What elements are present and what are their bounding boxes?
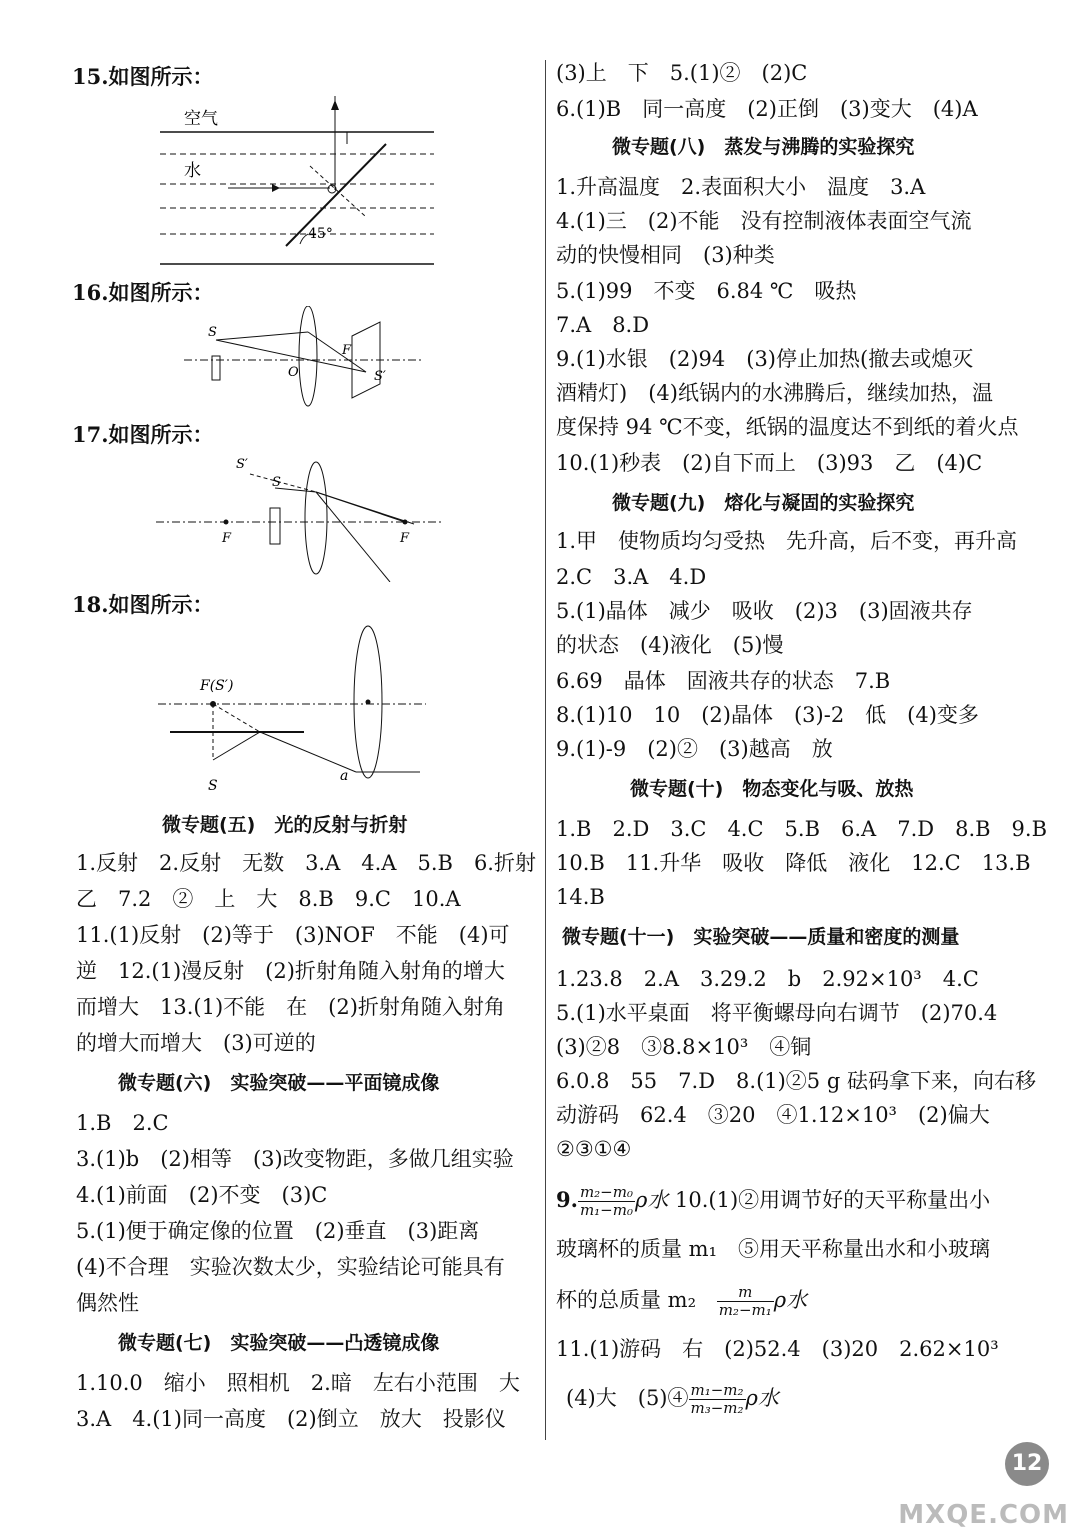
sec8-line-4: 5.(1)99 不变 6.84 ℃ 吸热: [556, 279, 857, 303]
q9-numerator: m₂−m₀: [579, 1183, 633, 1201]
sec5-line-5: 而增大 13.(1)不能 在 (2)折射角随入射角: [76, 995, 505, 1019]
water-label: 水: [184, 161, 201, 181]
sec11-line-3: (3)②8 ③8.8×10³ ④铜: [556, 1035, 812, 1059]
q11-rho: ρ水: [745, 1386, 779, 1410]
sec7-line-1: 1.10.0 缩小 照相机 2.暗 左右小范围 大: [76, 1371, 520, 1395]
sec9-line-1: 1.甲 使物质均匀受热 先升高，后不变，再升高: [556, 529, 1018, 553]
sec10-title: 微专题(十) 物态变化与吸、放热: [630, 778, 914, 800]
sec8-line-9: 10.(1)秒表 (2)自下而上 (3)93 乙 (4)C: [556, 451, 983, 475]
sec5-line-6: 的增大而增大 (3)可逆的: [76, 1031, 316, 1055]
sec8-line-8: 度保持 94 ℃不变，纸锅的温度达不到纸的着火点: [556, 415, 1019, 439]
q9-fraction: [578, 1184, 635, 1219]
figure-16: [180, 306, 430, 416]
a-label: a: [340, 768, 349, 784]
sec10-line-2: 10.B 11.升华 吸收 降低 液化 12.C 13.B: [556, 851, 1031, 875]
f-right-label: F: [400, 531, 410, 546]
sec8-line-5: 7.A 8.D: [556, 313, 650, 337]
o-label: O: [288, 365, 299, 380]
figure-18: [150, 620, 430, 800]
sec5-line-2: 乙 7.2 ② 上 大 8.B 9.C 10.A: [76, 887, 461, 911]
q11-numerator: m₁−m₂: [690, 1381, 744, 1399]
sec7-title: 微专题(七) 实验突破——凸透镜成像: [118, 1332, 440, 1354]
sec11-line-4: 6.0.8 55 7.D 8.(1)②5 g 砝码拿下来，向右移: [556, 1069, 1036, 1093]
q11-line-1: 11.(1)游码 右 (2)52.4 (3)20 2.62×10³: [556, 1337, 999, 1361]
sec5-title: 微专题(五) 光的反射与折射: [162, 814, 408, 836]
s-label: S: [272, 475, 281, 490]
q10-numerator: m: [717, 1284, 774, 1302]
right-top-line-2: 6.(1)B 同一高度 (2)正倒 (3)变大 (4)A: [556, 97, 978, 121]
fs-label: F(S′): [200, 678, 234, 694]
sec11-line-6: ②③①④: [556, 1137, 632, 1161]
q10-line-2: 玻璃杯的质量 m₁ ⑤用天平称量出水和小玻璃: [556, 1237, 991, 1261]
sec6-line-3: 4.(1)前面 (2)不变 (3)C: [76, 1183, 328, 1207]
sec6-line-6: 偶然性: [76, 1291, 139, 1315]
q9-rho: ρ水: [634, 1188, 669, 1212]
figure-17: [150, 452, 450, 582]
sec5-line-1: 1.反射 2.反射 无数 3.A 4.A 5.B 6.折射: [76, 851, 536, 875]
q16-label: 16.如图所示：: [72, 280, 214, 305]
q10-line-3: 杯的总质量 m₂: [556, 1288, 697, 1312]
sec11-line-5: 动游码 62.4 ③20 ④1.12×10³ (2)偏大: [556, 1103, 990, 1127]
s-label: S: [208, 325, 217, 340]
q11-fraction: [689, 1382, 746, 1417]
q9-denominator: m₁−m₀: [579, 1201, 633, 1219]
q17-label: 17.如图所示：: [72, 422, 214, 447]
q11-row-2: [566, 1376, 779, 1420]
page-number: 12: [1005, 1442, 1049, 1486]
sec8-title: 微专题(八) 蒸发与沸腾的实验探究: [612, 136, 915, 158]
sec8-line-1: 1.升高温度 2.表面积大小 温度 3.A: [556, 175, 926, 199]
sec5-line-3: 11.(1)反射 (2)等于 (3)NOF 不能 (4)可: [76, 923, 510, 947]
sec6-line-5: (4)不合理 实验次数太少，实验结论可能具有: [76, 1255, 505, 1279]
right-top-line-1: (3)上 下 5.(1)② (2)C: [556, 61, 808, 85]
sec11-line-1: 1.23.8 2.A 3.29.2 b 2.92×10³ 4.C: [556, 967, 979, 991]
sec11-line-2: 5.(1)水平桌面 将平衡螺母向右调节 (2)70.4: [556, 1001, 998, 1025]
f-left-label: F: [222, 531, 232, 546]
watermark: MXQE.COM: [898, 1500, 1069, 1530]
sec6-line-4: 5.(1)便于确定像的位置 (2)垂直 (3)距离: [76, 1219, 480, 1243]
sec9-line-7: 9.(1)-9 (2)② (3)越高 放: [556, 737, 833, 761]
sec10-line-1: 1.B 2.D 3.C 4.C 5.B 6.A 7.D 8.B 9.B: [556, 817, 1048, 841]
q9-prefix: 9.: [556, 1187, 578, 1212]
sec9-line-5: 6.69 晶体 固液共存的状态 7.B: [556, 669, 891, 693]
sec9-line-4: 的状态 (4)液化 (5)慢: [556, 633, 784, 657]
sec9-line-2: 2.C 3.A 4.D: [556, 565, 707, 589]
sec8-line-7: 酒精灯) (4)纸锅内的水沸腾后，继续加热，温: [556, 381, 993, 405]
q10-rho: ρ水: [773, 1288, 808, 1312]
sec6-line-2: 3.(1)b (2)相等 (3)改变物距，多做几组实验: [76, 1147, 514, 1171]
sec9-line-3: 5.(1)晶体 减少 吸收 (2)3 (3)固液共存: [556, 599, 973, 623]
sec6-title: 微专题(六) 实验突破——平面镜成像: [118, 1072, 440, 1094]
angle-label: 45°: [308, 226, 333, 242]
s-image-label: S′: [374, 369, 386, 384]
sec5-line-4: 逆 12.(1)漫反射 (2)折射角随入射角的增大: [76, 959, 505, 983]
air-label: 空气: [184, 109, 218, 129]
sec6-line-1: 1.B 2.C: [76, 1111, 169, 1135]
f-label: F: [342, 343, 352, 358]
sec8-line-3: 动的快慢相同 (3)种类: [556, 243, 775, 267]
s-label: S: [208, 778, 218, 794]
q10-denominator: m₂−m₁: [718, 1301, 772, 1319]
sec8-line-2: 4.(1)三 (2)不能 没有控制液体表面空气流: [556, 209, 972, 233]
q9-row: [556, 1180, 990, 1220]
sec9-line-6: 8.(1)10 10 (2)晶体 (3)-2 低 (4)变多: [556, 703, 979, 727]
sec10-line-3: 14.B: [556, 885, 605, 909]
q15-label: 15.如图所示：: [72, 64, 214, 89]
sec7-line-2: 3.A 4.(1)同一高度 (2)倒立 放大 投影仪: [76, 1407, 506, 1431]
s-image-label: S′: [236, 457, 248, 472]
q10-line-1: 10.(1)②用调节好的天平称量出小: [675, 1188, 991, 1212]
q11-part-b: (4)大 (5)④: [566, 1386, 689, 1410]
sec11-title: 微专题(十一) 实验突破——质量和密度的测量: [562, 926, 960, 948]
q18-label: 18.如图所示：: [72, 592, 214, 617]
q10-fraction: [717, 1284, 774, 1319]
figure-15: [150, 96, 440, 272]
q11-denominator: m₃−m₂: [690, 1399, 744, 1417]
q10-row-3: [556, 1280, 807, 1320]
sec8-line-6: 9.(1)水银 (2)94 (3)停止加热(撤去或熄灭: [556, 347, 974, 371]
sec9-title: 微专题(九) 熔化与凝固的实验探究: [612, 492, 915, 514]
column-divider: [545, 60, 546, 1440]
